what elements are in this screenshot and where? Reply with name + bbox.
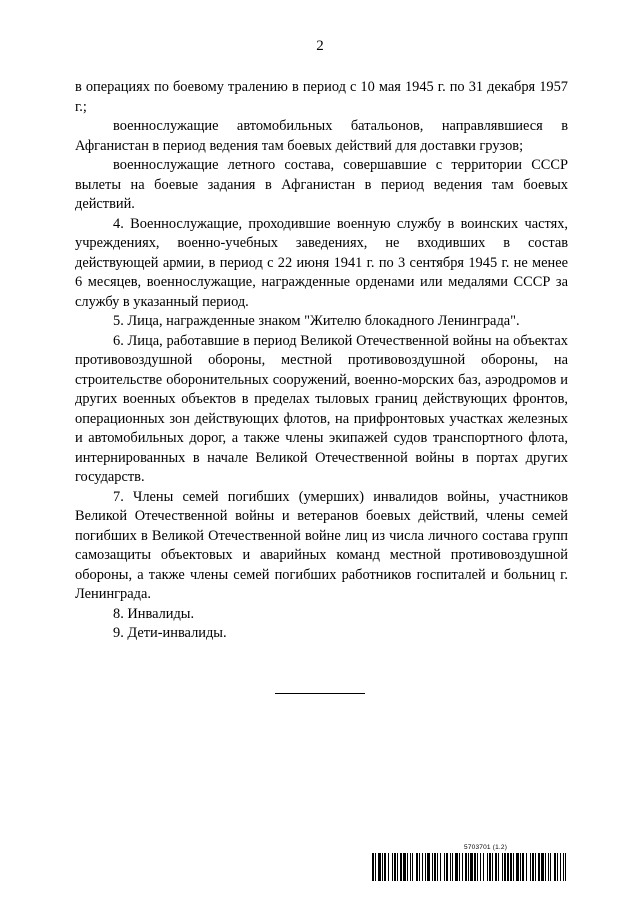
barcode-bar — [495, 853, 497, 881]
paragraph: военнослужащие автомобильных батальонов, направлявшиеся в Афганистан в период ведения там боевых действий для доставки грузов; — [75, 118, 568, 154]
barcode-bar — [412, 853, 413, 881]
barcode-bar — [563, 853, 564, 881]
barcode-bar — [520, 853, 521, 881]
barcode-bar — [384, 853, 386, 881]
barcode-bar — [394, 853, 396, 881]
barcode-bar — [403, 853, 406, 881]
barcode-label: 5703701 (1.2) — [464, 844, 508, 851]
paragraph: 5. Лица, награжденные знаком "Жителю блокадного Ленинграда". — [113, 313, 520, 329]
barcode-bar — [459, 853, 460, 881]
barcode-bar — [550, 853, 551, 881]
barcode-bar — [554, 853, 556, 881]
barcode-bar — [450, 853, 451, 881]
barcode-bar — [487, 853, 488, 881]
barcode-bar — [419, 853, 420, 881]
barcode-bar — [432, 853, 433, 881]
barcode-bar — [492, 853, 493, 881]
barcode-bar — [425, 853, 426, 881]
barcode-bar — [565, 853, 566, 881]
barcode-bar — [522, 853, 524, 881]
barcode-bar — [483, 853, 484, 881]
barcode-bar — [498, 853, 499, 881]
barcode-bar — [465, 853, 467, 881]
paragraph: в операциях по боевому тралению в период с 10 мая 1945 г. по 31 декабря 1957 г.; — [75, 79, 568, 115]
barcode-bar — [477, 853, 478, 881]
barcode-bar — [378, 853, 381, 881]
barcode-bar — [400, 853, 402, 881]
barcode-bar — [507, 853, 509, 881]
document-body — [75, 78, 568, 644]
barcode-bar — [548, 853, 549, 881]
barcode-bar — [407, 853, 408, 881]
barcode-bar — [416, 853, 418, 881]
barcode-bar — [470, 853, 473, 881]
barcode-bar — [541, 853, 544, 881]
barcode-bar — [545, 853, 546, 881]
barcode-bar — [489, 853, 491, 881]
barcode-bar — [538, 853, 540, 881]
barcode-bar — [372, 853, 374, 881]
barcode-bar — [388, 853, 389, 881]
barcode-bar — [397, 853, 398, 881]
barcode-bar — [455, 853, 458, 881]
barcode-bar — [452, 853, 453, 881]
barcode-bar — [526, 853, 527, 881]
paragraph: 8. Инвалиды. — [113, 605, 195, 622]
barcode-bar — [502, 853, 503, 881]
barcode-bar — [392, 853, 393, 881]
separator-rule — [275, 693, 365, 694]
barcode-bar — [510, 853, 512, 881]
barcode-bar — [422, 853, 423, 881]
paragraph: 9. Дети-инвалиды. — [113, 625, 227, 641]
barcode-bar — [530, 853, 531, 881]
barcode-bar — [440, 853, 441, 881]
barcode-bar — [382, 853, 383, 881]
barcode-bar — [513, 853, 514, 881]
barcode-bar — [516, 853, 519, 881]
barcode-bar — [427, 853, 430, 881]
barcode-bar — [532, 853, 534, 881]
paragraph: 7. Члены семей погибших (умерших) инвалидов войны, участников Великой Отечественной войны и ветеранов боевых действий, члены семей погибших в Великой Отечественной войне лиц из числа личного состава групп самозащиты объектовых и аварийных команд местной противовоздушной обороны, а также члены семей погибших работников госпиталей и больниц г. Ленинграда. — [75, 488, 568, 602]
barcode-bar — [434, 853, 436, 881]
barcode-bar — [375, 853, 376, 881]
barcode-bar — [462, 853, 463, 881]
barcode-bar — [557, 853, 558, 881]
paragraph: 6. Лица, работавшие в период Великой Отечественной войны на объектах противовоздушной обороны, местной противовоздушной обороны, на строительстве оборонительных сооружений, военно-морских баз, аэродромов и других военных объектов в пределах тыловых границ действующих фронтов, операционных зон действующих флотов, на прифронтовых участках железных и автомобильных дорог, а также члены экипажей судов транспортного флота, интернированных в начале Великой Отечественной войны в портах других государств. — [75, 332, 568, 485]
barcode-bar — [468, 853, 469, 881]
barcode-bar — [535, 853, 536, 881]
barcode-bar — [446, 853, 448, 881]
barcode-bar — [560, 853, 561, 881]
barcode-bar — [444, 853, 445, 881]
paragraph: военнослужащие летного состава, совершавшие с территории СССР вылеты на боевые задания в Афганистан в период ведения там боевых действий. — [75, 157, 568, 212]
barcode-bar — [410, 853, 411, 881]
barcode-bar — [437, 853, 438, 881]
page-number: 2 — [316, 38, 324, 54]
barcode-bar — [504, 853, 506, 881]
paragraph: 4. Военнослужащие, проходившие военную службу в воинских частях, учреждениях, военно-учебных заведениях, не входивших в состав действующей армии, в период с 22 июня 1941 г. по 3 сентября 1945 г. не менее 6 месяцев, военнослужащие, награжденные орденами или медалями СССР за службу в указанный период. — [75, 215, 568, 310]
barcode-bar — [474, 853, 476, 881]
barcode-bar — [480, 853, 481, 881]
barcode — [372, 853, 566, 881]
